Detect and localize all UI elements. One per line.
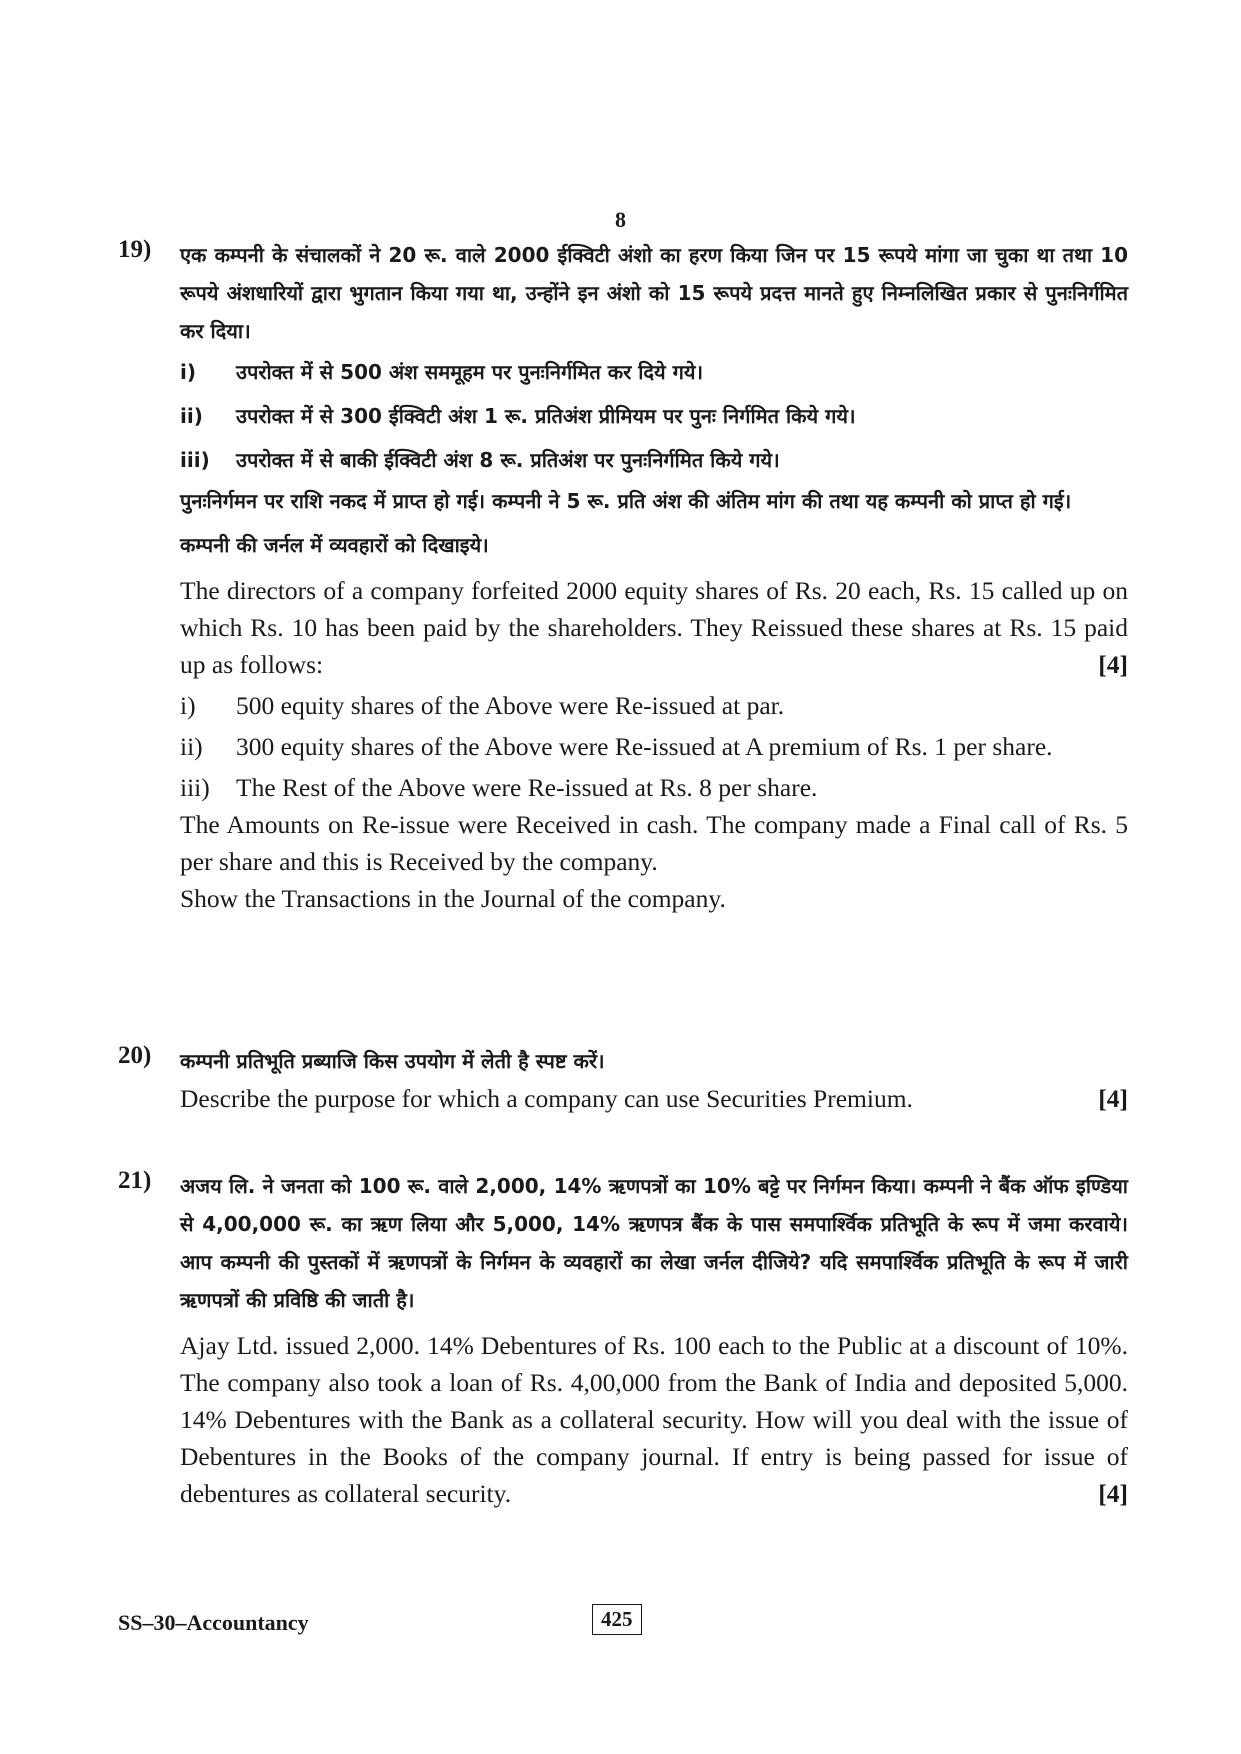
item-number: iii) — [180, 773, 210, 802]
footer-code: SS–30–Accountancy — [118, 1610, 309, 1635]
hindi-intro: एक कम्पनी के संचालकों ने 20 रू. वाले 2000 ईक्विटी अंशो का हरण किया जिन पर 15 रूपये मांगा जा चुका था तथा 10 रूपये अंशधारियों द्वारा भुगतान किया गया था, उन्होंने इन अंशो को 15 रूपये प्रदत्त मानते हुए निम्नलिखित प्रकार से पुनःनिर्गमित कर दिया। — [180, 243, 1128, 343]
marks: [4] — [1098, 650, 1128, 679]
hindi-after: पुनःनिर्गमन पर राशि नकद में प्राप्त हो गई। कम्पनी ने 5 रू. प्रति अंश की अंतिम मांग की तथा यह कम्पनी को प्राप्त हो गई। — [180, 489, 1072, 513]
english-question — [180, 1080, 1128, 1117]
hindi-question: अजय लि. ने जनता को 100 रू. वाले 2,000, 14% ऋणपत्रों का 10% बट्टे पर निर्गमन किया। कम्पनी ने बैंक ऑफ इण्डिया से 4,00,000 रू. का ऋण लिया और 5,000, 14% ऋणपत्र बैंक के पास समपार्श्विक प्रतिभूति के रूप में जमा करवाये। आप कम्पनी की पुस्तकों में ऋणपत्रों के निर्गमन के व्यवहारों का लेखा जर्नल दीजिये? यदि समपार्श्विक प्रतिभूति के रूप में जारी ऋणपत्रों की प्रविष्ठि की जाती है। — [180, 1174, 1128, 1312]
english-after: The Amounts on Re-issue were Received in cash. The company made a Final call of Rs. 5 per share and this is Received by the company. — [180, 810, 1128, 876]
english-intro — [180, 572, 1128, 683]
hindi-question: कम्पनी प्रतिभूति प्रब्याजि किस उपयोग में लेती है स्पष्ट करें। — [180, 1049, 605, 1073]
item-number: i) — [180, 360, 196, 384]
item-text: उपरोक्त में से बाकी ईक्विटी अंश 8 रू. प्रतिअंश पर पुनःनिर्गमित किये गये। — [236, 448, 780, 472]
english-item — [180, 728, 1128, 765]
question-20 — [118, 1042, 1128, 1117]
question-21 — [118, 1167, 1128, 1512]
question-number: 21) — [118, 1167, 152, 1194]
item-number: ii) — [180, 732, 203, 761]
hindi-item — [180, 438, 1128, 482]
item-text: उपरोक्त में से 300 ईक्विटी अंश 1 रू. प्रतिअंश प्रीमियम पर पुनः निर्गमित किये गये। — [236, 404, 856, 428]
footer-page-box: 425 — [592, 1604, 642, 1635]
english-question-text: Describe the purpose for which a company can use Securities Premium. — [180, 1084, 913, 1113]
marks: [4] — [1098, 1084, 1128, 1113]
marks: [4] — [1098, 1479, 1128, 1508]
english-item — [180, 769, 1128, 806]
english-intro-text: The directors of a company forfeited 2000 equity shares of Rs. 20 each, Rs. 15 called up on which Rs. 10 has been paid by the shareholders. They Reissued these shares at Rs. 15 paid up as follows: — [180, 576, 1128, 679]
item-number: ii) — [180, 404, 203, 428]
english-instruction: Show the Transactions in the Journal of the company. — [180, 884, 726, 913]
hindi-item — [180, 350, 1128, 394]
page-number: 8 — [615, 207, 626, 232]
question-number: 19) — [118, 236, 152, 263]
item-text: 300 equity shares of the Above were Re-issued at A premium of Rs. 1 per share. — [236, 732, 1053, 761]
item-text: 500 equity shares of the Above were Re-issued at par. — [236, 691, 785, 720]
item-number: iii) — [180, 448, 210, 472]
item-text: The Rest of the Above were Re-issued at Rs. 8 per share. — [236, 773, 818, 802]
question-19 — [118, 236, 1128, 917]
english-item — [180, 687, 1128, 724]
item-text: उपरोक्त में से 500 अंश सममूहम पर पुनःनिर्गमित कर दिये गये। — [236, 360, 704, 384]
hindi-item — [180, 394, 1128, 438]
item-number: i) — [180, 691, 196, 720]
question-number: 20) — [118, 1042, 152, 1069]
english-question: Ajay Ltd. issued 2,000. 14% Debentures of Rs. 100 each to the Public at a discount of 10%. The company also took a loan of Rs. 4,00,000 from the Bank of India and deposited 5,000. 14% Debentures with the Bank as a collateral security. How will you deal with the issue of Debentures in the Books of the company journal. If entry is being passed for issue of debentures as collateral security. — [180, 1331, 1128, 1508]
hindi-instruction: कम्पनी की जर्नल में व्यवहारों को दिखाइये। — [180, 533, 489, 557]
